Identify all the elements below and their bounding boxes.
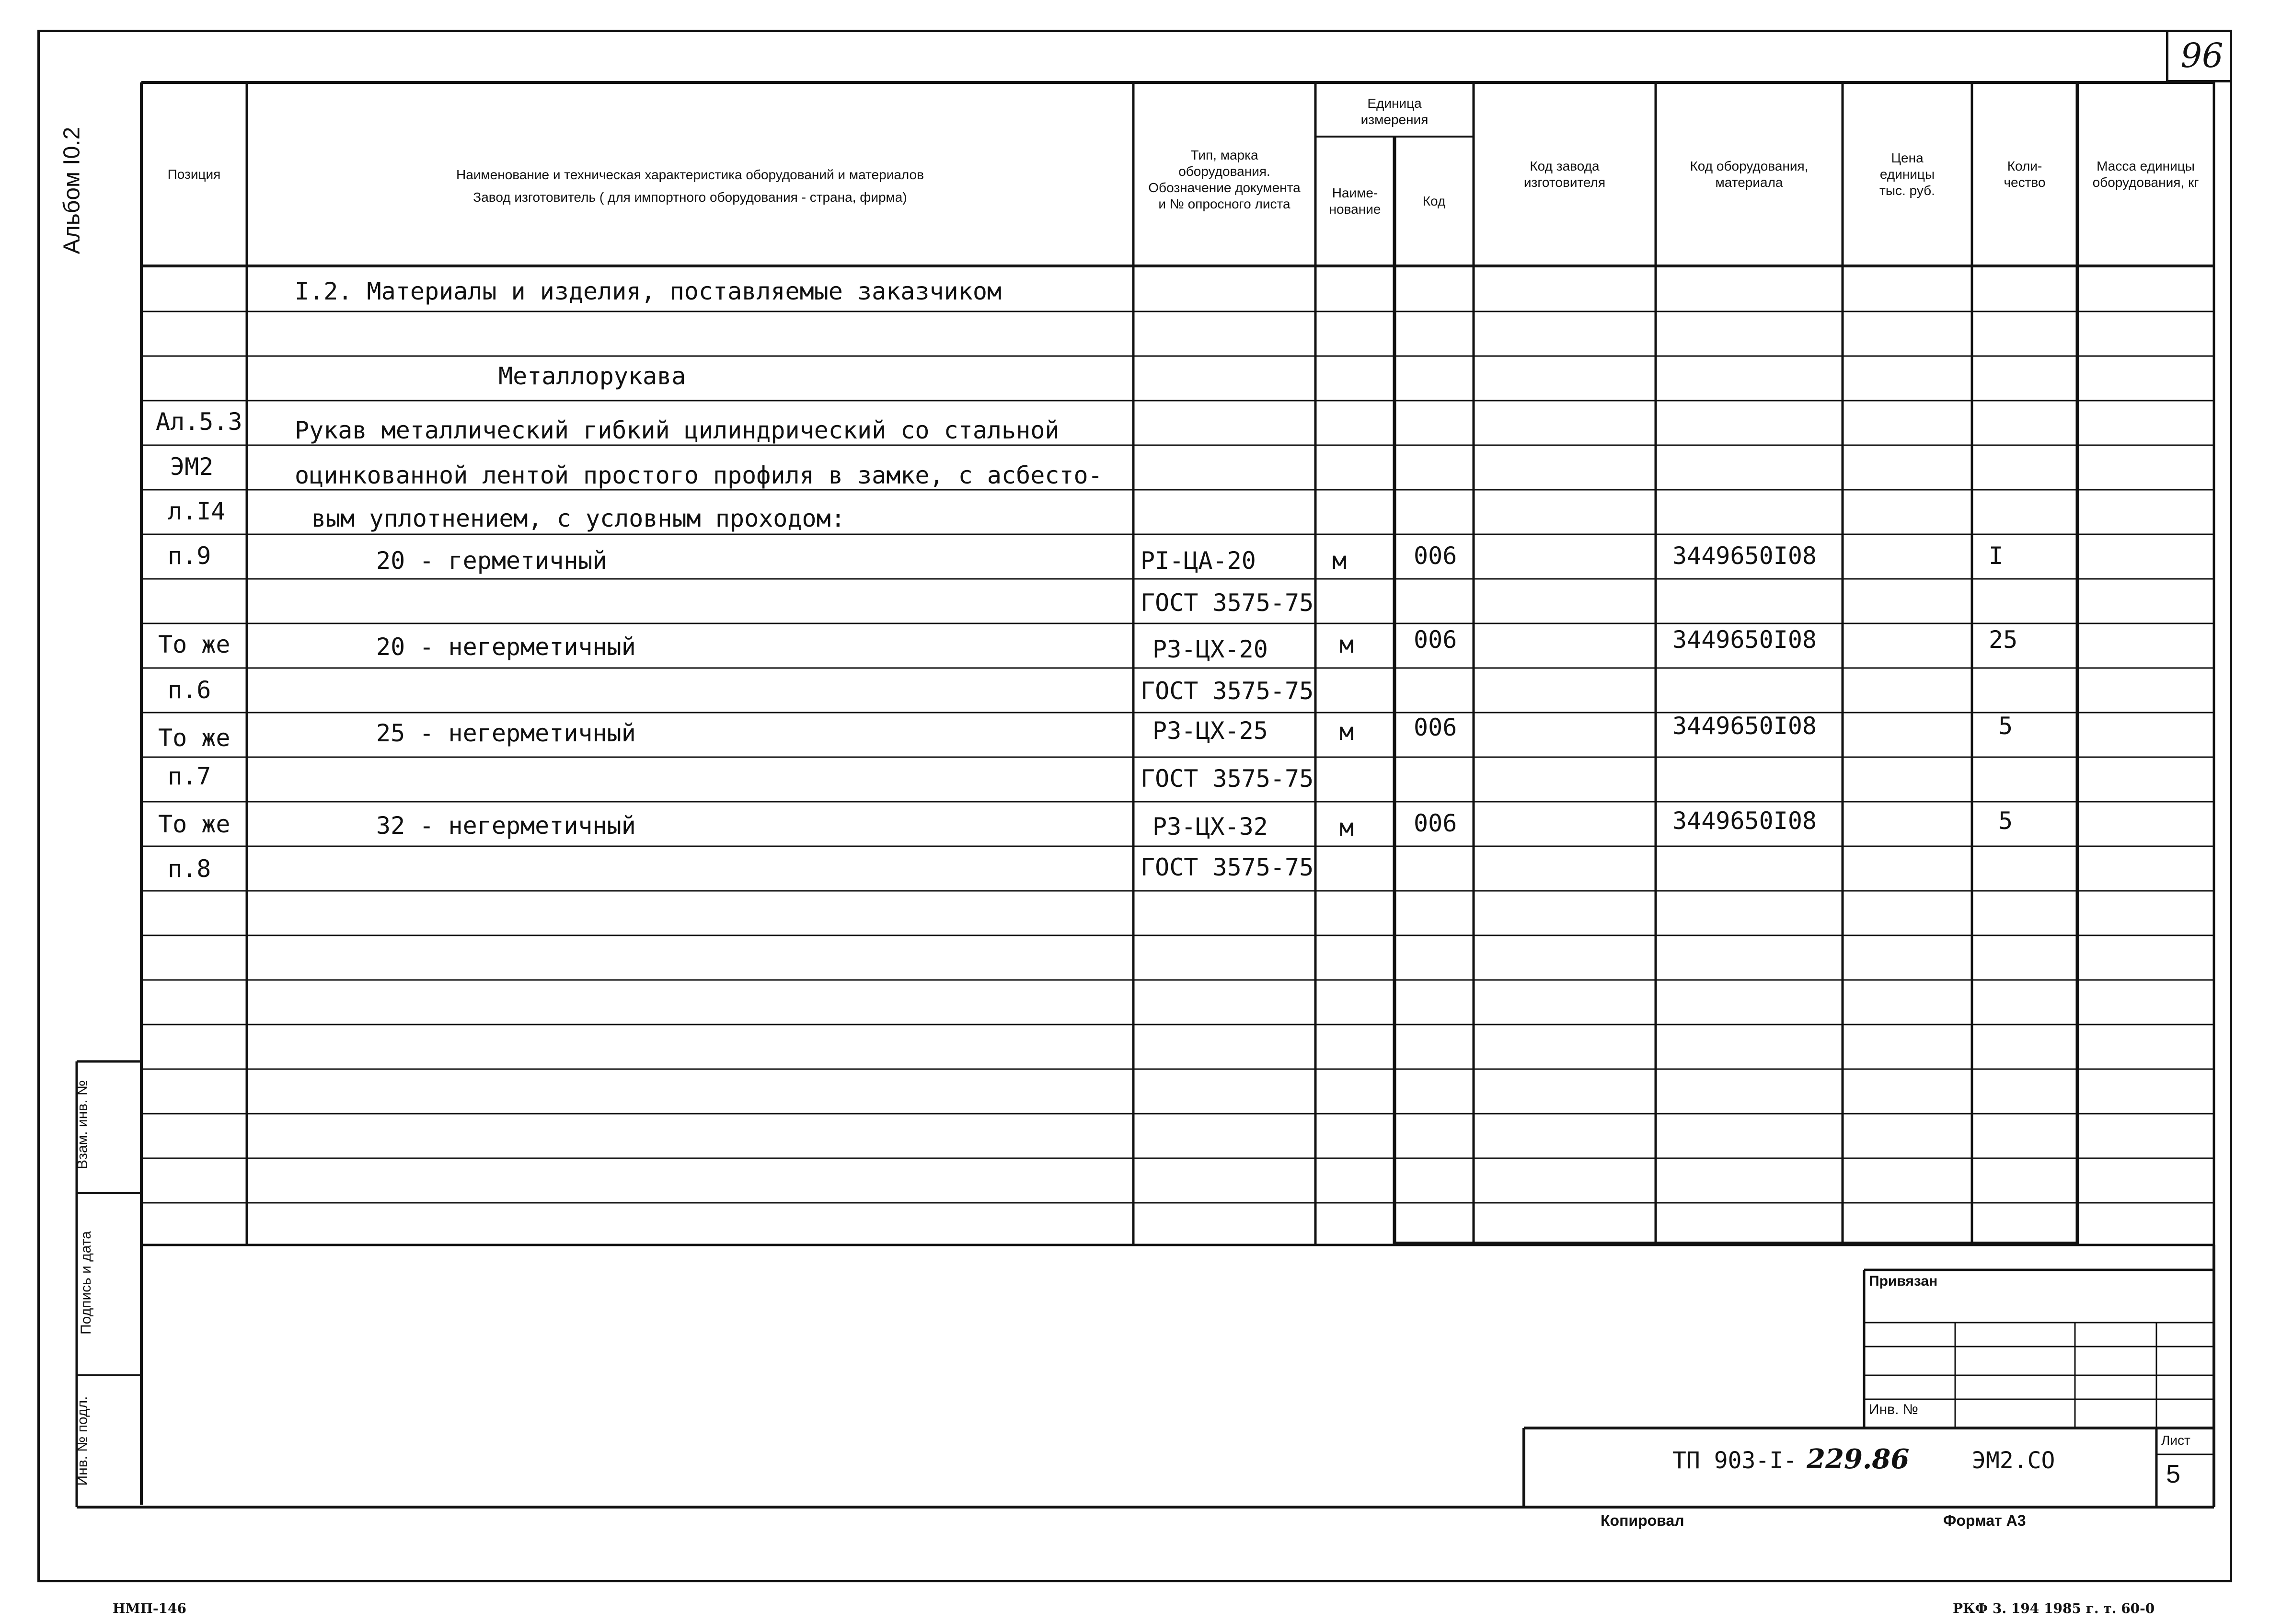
album-label: Альбом I0.2 bbox=[59, 127, 85, 254]
copied-label: Копировал bbox=[1601, 1512, 1684, 1529]
header-unit-group: Единица измерения bbox=[1360, 95, 1429, 127]
doc-code-suffix: ЭМ2.СО bbox=[1972, 1447, 2055, 1474]
header-type: Тип, марка оборудования. Обозначение документа и № опросного листа bbox=[1148, 148, 1301, 211]
item-unit-code: 006 bbox=[1414, 714, 1457, 741]
ref-sheet: л.I4 bbox=[168, 497, 226, 525]
stamp-original-inv: Инв. № подл. bbox=[74, 1396, 91, 1486]
ref-album: Ал.5.3 bbox=[156, 408, 242, 436]
stamp-signature-date: Подпись и дата bbox=[78, 1231, 94, 1335]
item-position-2: п.8 bbox=[168, 855, 211, 883]
item-equip-code: 3449650I08 bbox=[1672, 542, 1817, 570]
doc-code-prefix: ТП 903-I- bbox=[1672, 1447, 1798, 1474]
section-title: I.2. Материалы и изделия, поставляемые заказчиком bbox=[295, 277, 1002, 305]
item-position: То же bbox=[158, 724, 230, 752]
item-qty: I bbox=[1989, 542, 2004, 570]
ref-doc: ЭМ2 bbox=[170, 453, 214, 481]
stamp-replace-inv: Взам. инв. № bbox=[74, 1080, 91, 1169]
sheet-number: 5 bbox=[2166, 1460, 2181, 1488]
attached-label: Привязан bbox=[1869, 1273, 1938, 1289]
header-unit-name: Наиме-нование bbox=[1329, 185, 1381, 217]
item-standard: ГОСТ 3575-75 bbox=[1141, 765, 1314, 793]
item-qty: 5 bbox=[1998, 807, 2013, 835]
item-name: 20 - герметичный bbox=[376, 547, 607, 575]
item-equip-code: 3449650I08 bbox=[1672, 807, 1817, 835]
item-unit-code: 006 bbox=[1414, 542, 1457, 570]
item-position-2: п.7 bbox=[168, 762, 211, 790]
format-label: Формат А3 bbox=[1943, 1512, 2026, 1529]
header-name-line2: Завод изготовитель ( для импортного оборудования - страна, фирма) bbox=[473, 190, 907, 205]
header-qty: Коли-чество bbox=[2004, 158, 2046, 190]
item-qty: 5 bbox=[1998, 712, 2013, 740]
header-position: Позиция bbox=[167, 166, 221, 182]
desc-line-3: вым уплотнением, с условным проходом: bbox=[311, 505, 845, 532]
item-unit: м bbox=[1339, 814, 1354, 841]
page-number: 96 bbox=[2180, 36, 2224, 75]
subheading: Металлорукава bbox=[498, 362, 686, 390]
item-type: РЗ-ЦХ-20 bbox=[1152, 635, 1268, 663]
item-unit: м bbox=[1339, 631, 1354, 658]
item-position: То же bbox=[158, 631, 230, 658]
header-maker-code: Код завода изготовителя bbox=[1523, 158, 1606, 190]
sheet-label: Лист bbox=[2161, 1433, 2190, 1448]
desc-line-1: Рукав металлический гибкий цилиндрический со стальной bbox=[295, 416, 1060, 444]
item-name: 20 - негерметичный bbox=[376, 633, 636, 661]
item-name: 25 - негерметичный bbox=[376, 719, 636, 747]
item-type: РЗ-ЦХ-32 bbox=[1152, 813, 1268, 841]
item-equip-code: 3449650I08 bbox=[1672, 712, 1817, 740]
item-type: PI-ЦА-20 bbox=[1141, 547, 1256, 575]
item-qty: 25 bbox=[1989, 626, 2018, 654]
item-position: То же bbox=[158, 810, 230, 838]
item-standard: ГОСТ 3575-75 bbox=[1141, 589, 1314, 617]
header-equip-code: Код оборудования, материала bbox=[1690, 158, 1809, 190]
header-name-line1: Наименование и техническая характеристика оборудований и материалов bbox=[456, 167, 924, 182]
doc-code-handwritten: 229.86 bbox=[1807, 1443, 1910, 1475]
item-standard: ГОСТ 3575-75 bbox=[1141, 677, 1314, 705]
inv-no-label: Инв. № bbox=[1869, 1402, 1918, 1417]
item-equip-code: 3449650I08 bbox=[1672, 626, 1817, 654]
header-mass: Масса единицы оборудования, кг bbox=[2092, 158, 2199, 190]
left-print-mark: НМП-146 bbox=[113, 1601, 186, 1616]
item-type: РЗ-ЦХ-25 bbox=[1152, 717, 1268, 745]
item-unit-code: 006 bbox=[1414, 809, 1457, 837]
item-unit: м bbox=[1332, 547, 1347, 575]
header-price: Цена единицы тыс. руб. bbox=[1879, 150, 1935, 198]
item-name: 32 - негерметичный bbox=[376, 812, 636, 840]
desc-line-2: оцинкованной лентой простого профиля в замке, с асбесто- bbox=[295, 461, 1103, 489]
item-position: п.9 bbox=[168, 542, 211, 570]
item-unit-code: 006 bbox=[1414, 626, 1457, 654]
item-position-2: п.6 bbox=[168, 676, 211, 704]
item-unit: м bbox=[1339, 718, 1354, 746]
item-standard: ГОСТ 3575-75 bbox=[1141, 853, 1314, 881]
header-unit-code: Код bbox=[1422, 194, 1446, 208]
right-print-mark: РКФ 3. 194 1985 г. т. 60-0 bbox=[1953, 1601, 2155, 1616]
